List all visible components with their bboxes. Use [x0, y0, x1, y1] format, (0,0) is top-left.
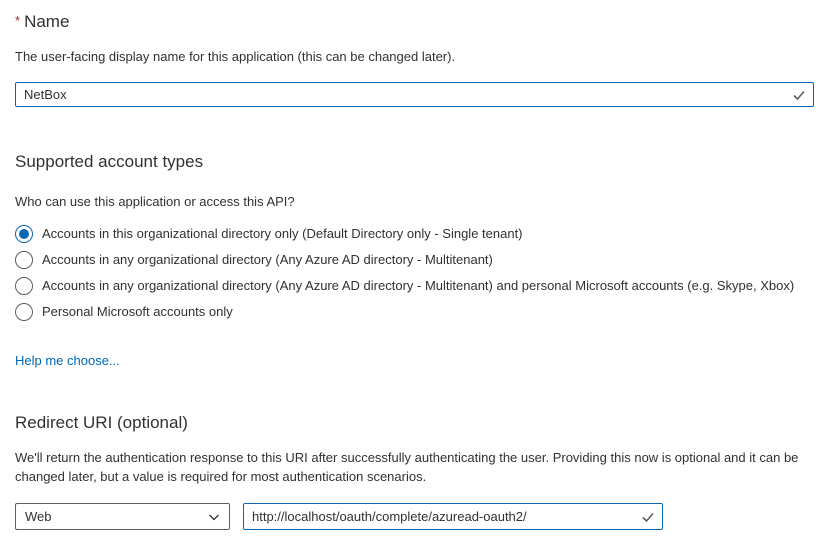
redirect-uri-description: We'll return the authentication response to this URI after successfully authenticating the user. Providing this now is optional and it can be changed later, but a value is required for most authentication scenarios.	[15, 450, 799, 484]
name-section-title-text: Name	[24, 12, 70, 31]
name-description: The user-facing display name for this application (this can be changed later).	[15, 49, 456, 64]
name-section-title	[15, 10, 814, 33]
radio-option-personal-only[interactable]	[15, 303, 814, 321]
platform-select[interactable]	[15, 503, 230, 530]
radio-label-personal-only: Personal Microsoft accounts only	[42, 304, 233, 319]
radio-label-multitenant-personal: Accounts in any organizational directory (Any Azure AD directory - Multitenant) and personal Microsoft accounts (e.g. Skype, Xbox)	[42, 278, 795, 293]
radio-option-single-tenant[interactable]	[15, 225, 814, 243]
account-types-section	[15, 151, 814, 368]
redirect-uri-input[interactable]	[243, 503, 663, 530]
radio-button-single-tenant[interactable]	[15, 225, 33, 243]
name-field-wrap	[15, 82, 814, 107]
account-types-title: Supported account types	[15, 152, 204, 171]
required-asterisk: *	[15, 13, 21, 28]
redirect-uri-section	[15, 412, 814, 530]
radio-label-multitenant: Accounts in any organizational directory (Any Azure AD directory - Multitenant)	[42, 252, 493, 267]
account-types-radio-group	[15, 225, 814, 321]
chevron-down-icon	[208, 511, 220, 523]
platform-select-value: Web	[25, 509, 52, 524]
radio-button-multitenant[interactable]	[15, 251, 33, 269]
redirect-uri-controls	[15, 503, 814, 530]
radio-option-multitenant-personal[interactable]	[15, 277, 814, 295]
name-section	[15, 10, 814, 107]
radio-button-personal-only[interactable]	[15, 303, 33, 321]
account-types-question: Who can use this application or access this API?	[15, 194, 295, 209]
radio-button-multitenant-personal[interactable]	[15, 277, 33, 295]
redirect-uri-title: Redirect URI (optional)	[15, 413, 188, 432]
radio-option-multitenant[interactable]	[15, 251, 814, 269]
radio-label-single-tenant: Accounts in this organizational directory only (Default Directory only - Single tenant)	[42, 226, 523, 241]
name-input[interactable]	[15, 82, 814, 107]
help-me-choose-link[interactable]: Help me choose...	[15, 353, 120, 368]
redirect-uri-field-wrap	[243, 503, 663, 530]
